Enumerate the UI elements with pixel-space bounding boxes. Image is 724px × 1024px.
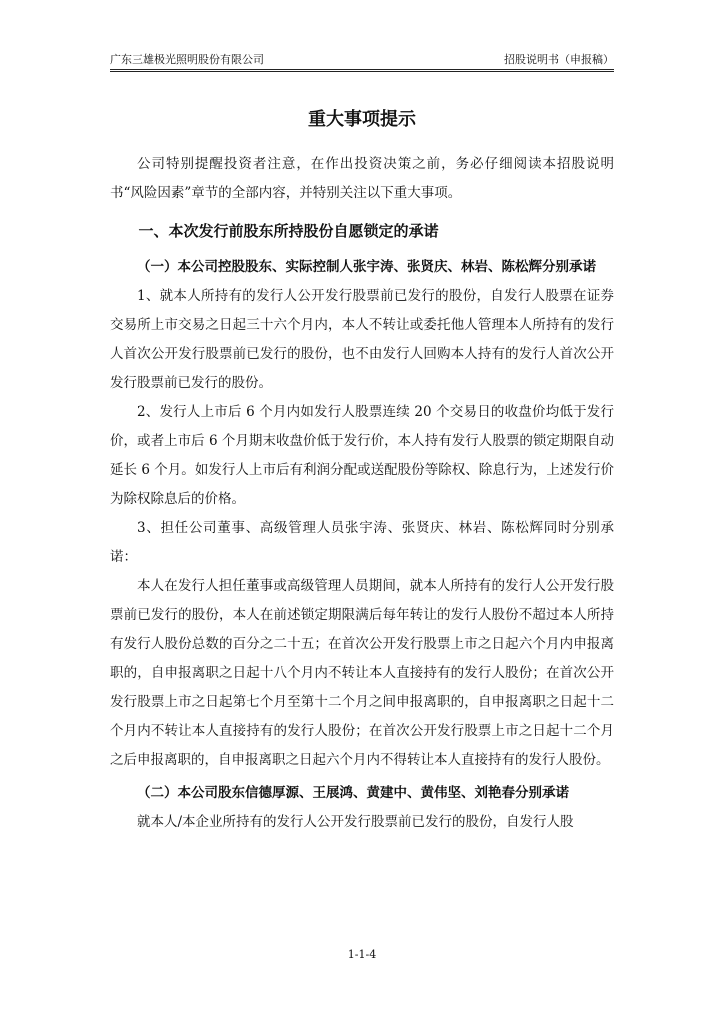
header-document-type: 招股说明书（申报稿）	[504, 53, 614, 66]
commitment-item-2: 2、发行人上市后 6 个月内如发行人股票连续 20 个交易日的收盘价均低于发行价，或者上市后 6 个月期末收盘价低于发行价，本人持有发行人股票的锁定期限自动延长 6 个月。如发行人上市后有利润分配或送配股份等除权、除息行为，上述发行价为除权除息后的价格。	[110, 404, 614, 507]
header-divider-top	[110, 69, 614, 70]
commitment-item-1: 1、就本人所持有的发行人公开发行股票前已发行的股份，自发行人股票在证券交易所上市交易之日起三十六个月内，本人不转让或委托他人管理本人所持有的发行人首次公开发行股票前已发行的股份，也不由发行人回购本人持有的发行人首次公开发行股票前已发行的股份。	[110, 288, 614, 391]
header-company-name: 广东三雄极光照明股份有限公司	[110, 53, 264, 66]
document-body	[110, 108, 614, 837]
commitment-item-5: 就本人/本企业所持有的发行人公开发行股票前已发行的股份，自发行人股	[137, 814, 574, 830]
page-header	[110, 52, 614, 68]
section-heading-1: 一、本次发行前股东所持股份自愿锁定的承诺	[138, 222, 439, 240]
commitment-item-4: 本人在发行人担任董事或高级管理人员期间，就本人所持有的发行人公开发行股票前已发行的股份，本人在前述锁定期限满后每年转让的发行人股份不超过本人所持有发行人股份总数的百分之二十五；在首次公开发行股票上市之日起六个月内申报离职的，自申报离职之日起十八个月内不转让本人直接持有的发行人股份；在首次公开发行股票上市之日起第七个月至第十二个月之间申报离职的，自申报离职之日起十二个月内不转让本人直接持有的发行人股份；在首次公开发行股票上市之日起十二个月之后申报离职的，自申报离职之日起六个月内不得转让本人直接持有的发行人股份。	[110, 578, 614, 768]
subsection-heading-1: （一）本公司控股股东、实际控制人张宇涛、张贤庆、林岩、陈松辉分别承诺	[137, 259, 596, 275]
page-title: 重大事项提示	[308, 109, 416, 130]
intro-paragraph: 公司特别提醒投资者注意，在作出投资决策之前，务必仔细阅读本招股说明书“风险因素”章节的全部内容，并特别关注以下重大事项。	[110, 156, 614, 201]
subsection-heading-2: （二）本公司股东信德厚源、王展鸿、黄建中、黄伟坚、刘艳春分别承诺	[137, 785, 569, 801]
page-number: 1-1-4	[347, 948, 377, 961]
commitment-item-3: 3、担任公司董事、高级管理人员张宇涛、张贤庆、林岩、陈松辉同时分别承诺：	[110, 520, 614, 565]
header-divider-bottom	[110, 71, 614, 72]
